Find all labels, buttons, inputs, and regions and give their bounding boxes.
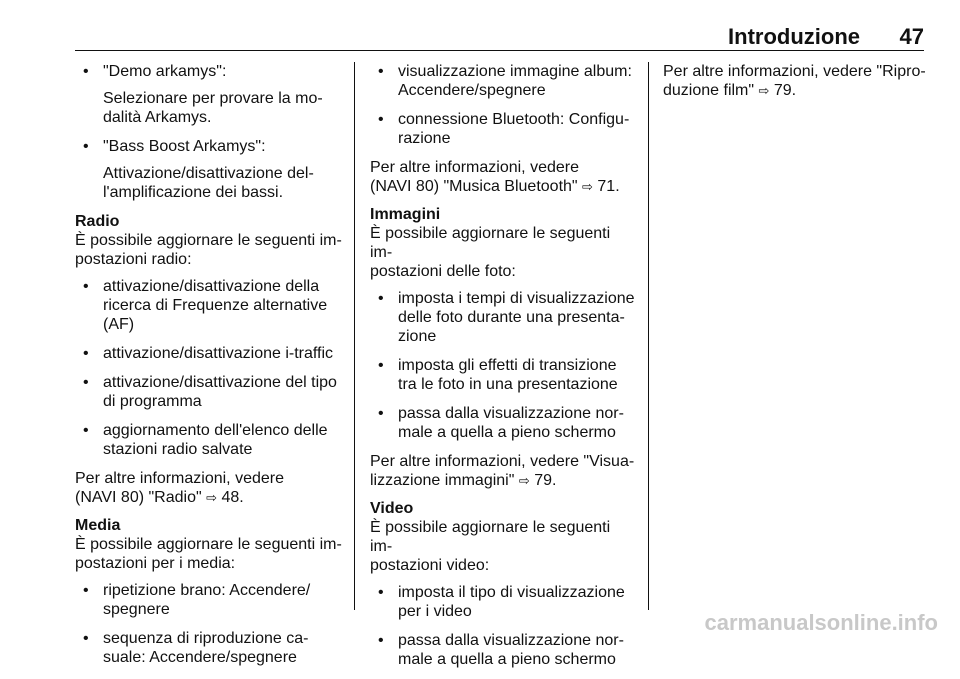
list-item: • attivazione/disattivazione della ricerca di Frequenze alternative (AF) xyxy=(75,277,343,334)
page-arrow-icon: ⇨ xyxy=(582,180,593,195)
list-item: • imposta gli effetti di transizione tra le foto in una presentazione xyxy=(370,356,636,394)
column-3 xyxy=(663,62,929,109)
cross-reference xyxy=(663,62,929,101)
section-heading-images: Immagini xyxy=(370,206,441,223)
section-intro: È possibile aggiornare le seguenti im- postazioni per i media: xyxy=(75,536,342,572)
section-heading-radio: Radio xyxy=(75,213,120,230)
cross-reference-page[interactable]: 48. xyxy=(221,489,244,506)
page-number: 47 xyxy=(899,24,924,49)
list-item: • imposta i tempi di visualizzazione delle foto durante una presenta- zione xyxy=(370,289,636,346)
page-title: Introduzione xyxy=(728,24,860,49)
cross-reference-page[interactable]: 71. xyxy=(597,178,620,195)
cross-reference-page[interactable]: 79. xyxy=(773,82,797,99)
column-2 xyxy=(370,62,636,679)
list-item: • "Demo arkamys": xyxy=(75,62,343,81)
section-intro: È possibile aggiornare le seguenti im- postazioni delle foto: xyxy=(370,225,611,280)
cross-reference xyxy=(75,469,343,508)
cross-reference-text: Per altre informazioni, vedere "Visua- lizzazione immagini" xyxy=(370,453,635,489)
list-item: • ripetizione brano: Accendere/ spegnere xyxy=(75,581,343,619)
section-heading-video: Video xyxy=(370,500,414,517)
list-item: • "Bass Boost Arkamys": xyxy=(75,137,343,156)
cross-reference-page[interactable]: 79. xyxy=(534,472,557,489)
cross-reference-text: Per altre informazioni, vedere "Ripro- duzione film" xyxy=(663,63,926,99)
list-item: • sequenza di riproduzione ca- suale: Accendere/spegnere xyxy=(75,629,343,667)
section-intro: È possibile aggiornare le seguenti im- postazioni radio: xyxy=(75,232,342,268)
watermark: carmanualsonline.info xyxy=(704,610,938,635)
column-1 xyxy=(75,62,343,677)
cross-reference xyxy=(370,158,636,197)
list-item: • attivazione/disattivazione del tipo di programma xyxy=(75,373,343,411)
column-divider xyxy=(354,62,355,610)
page-arrow-icon: ⇨ xyxy=(518,474,530,489)
list-item: • attivazione/disattivazione i-traffic xyxy=(75,344,343,363)
cross-reference-text: Per altre informazioni, vedere (NAVI 80) "Radio" xyxy=(75,470,284,506)
cross-reference xyxy=(370,452,636,491)
list-item: • visualizzazione immagine album: Accendere/spegnere xyxy=(370,62,636,100)
list-item: • aggiornamento dell'elenco delle stazioni radio salvate xyxy=(75,421,343,459)
section-intro: È possibile aggiornare le seguenti im- postazioni video: xyxy=(370,519,611,574)
list-item: • passa dalla visualizzazione nor- male a quella a pieno schermo xyxy=(370,404,636,442)
page-arrow-icon: ⇨ xyxy=(758,84,770,99)
list-item-description: Selezionare per provare la mo- dalità Arkamys. xyxy=(103,90,323,126)
section-heading-media: Media xyxy=(75,517,121,534)
page-arrow-icon: ⇨ xyxy=(206,491,218,506)
list-item: • connessione Bluetooth: Configu- razione xyxy=(370,110,636,148)
cross-reference-text: Per altre informazioni, vedere (NAVI 80) "Musica Bluetooth" xyxy=(370,159,579,195)
header-rule xyxy=(75,50,924,51)
list-item: • passa dalla visualizzazione nor- male a quella a pieno schermo xyxy=(370,631,636,669)
list-item-description: Attivazione/disattivazione del- l'amplificazione dei bassi. xyxy=(103,165,314,201)
column-divider xyxy=(648,62,649,610)
list-item: • imposta il tipo di visualizzazione per i video xyxy=(370,583,636,621)
